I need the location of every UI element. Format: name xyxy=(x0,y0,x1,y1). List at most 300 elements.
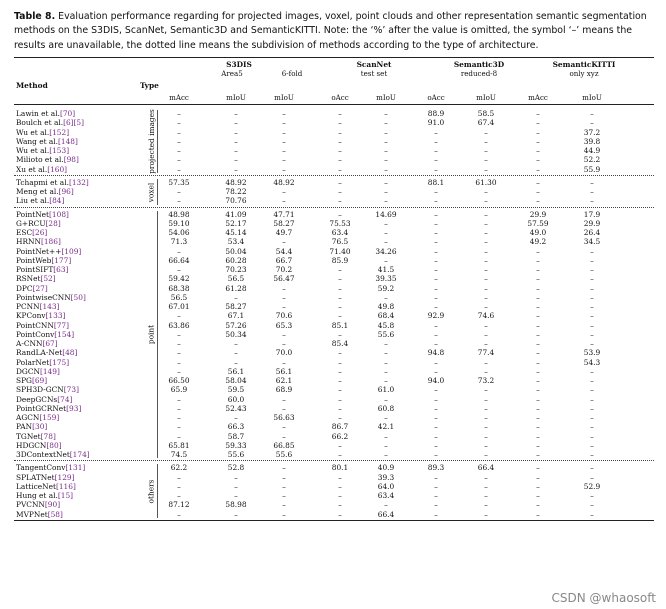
subheader-area5: Area5 xyxy=(221,69,243,78)
table-rule xyxy=(14,57,654,58)
table-cell: 14.69 xyxy=(375,209,397,219)
method-name xyxy=(16,187,74,196)
table-cell: 73.2 xyxy=(477,376,495,385)
table-cell: – xyxy=(434,164,438,174)
table-cell: 26.4 xyxy=(583,228,601,237)
method-name xyxy=(16,118,84,127)
table-cell: – xyxy=(434,440,438,450)
table-cell: 68.9 xyxy=(275,385,293,395)
table-cell: – xyxy=(590,413,594,422)
table-cell: – xyxy=(536,472,540,482)
table-cell: – xyxy=(536,403,540,413)
table-cell: 52.43 xyxy=(225,403,247,413)
table-cell: 74.5 xyxy=(170,450,188,459)
table-cell: – xyxy=(338,196,342,206)
table-cell: – xyxy=(536,320,540,330)
table-cell: – xyxy=(484,237,488,247)
table-cell: 48.92 xyxy=(273,177,295,187)
table-cell: – xyxy=(536,357,540,367)
citation-link[interactable]: [52] xyxy=(40,274,56,284)
table-cell: – xyxy=(536,450,540,459)
table-cell: 34.5 xyxy=(583,237,601,247)
table-cell: 85.4 xyxy=(331,339,349,348)
table-cell: – xyxy=(234,164,238,174)
method-label: HDGCN xyxy=(16,440,47,450)
table-cell: – xyxy=(484,292,488,302)
citation-link[interactable]: [148] xyxy=(58,136,78,146)
table-cell: – xyxy=(177,394,181,404)
table-cell: – xyxy=(338,146,342,155)
table-cell: – xyxy=(234,481,238,491)
table-cell: – xyxy=(177,413,181,422)
table-cell: – xyxy=(177,366,181,376)
citation-link[interactable]: [174] xyxy=(69,450,90,459)
citation-link[interactable]: [96] xyxy=(58,187,74,196)
citation-link[interactable]: [153] xyxy=(49,146,70,155)
citation-link[interactable]: [149] xyxy=(39,366,60,376)
table-cell: – xyxy=(536,196,540,206)
section-bracket xyxy=(157,211,158,459)
method-name xyxy=(16,265,68,274)
table-cell: – xyxy=(434,265,438,274)
citation-link[interactable]: [15] xyxy=(57,491,74,500)
table-cell: 78.22 xyxy=(225,187,247,196)
table-cell: – xyxy=(434,246,438,256)
table-cell: – xyxy=(590,177,594,187)
group-header-s3dis: S3DIS xyxy=(226,60,252,69)
method-name xyxy=(16,256,71,265)
table-cell: – xyxy=(384,218,388,228)
table-cell: – xyxy=(434,283,438,293)
table-cell: 75.53 xyxy=(329,218,351,228)
table-cell: 39.3 xyxy=(377,472,395,482)
method-label: AGCN xyxy=(16,413,40,422)
table-cell: – xyxy=(536,500,540,510)
table-cell: – xyxy=(536,422,540,432)
table-cell: – xyxy=(234,491,238,500)
citation-link[interactable]: [78] xyxy=(40,431,56,441)
table-cell: – xyxy=(536,118,540,128)
table-cell: – xyxy=(484,164,488,174)
table-cell: – xyxy=(177,136,181,146)
table-cell: – xyxy=(484,357,488,367)
table-cell: – xyxy=(384,366,388,376)
method-name xyxy=(16,500,60,509)
table-cell: 54.3 xyxy=(583,357,601,367)
table-cell: 61.28 xyxy=(225,283,247,293)
citation-link[interactable]: [131] xyxy=(65,463,86,473)
table-cell: – xyxy=(177,109,181,118)
table-cell: 66.4 xyxy=(377,509,395,519)
table-cell: 50.04 xyxy=(225,246,247,256)
table-cell: 58.04 xyxy=(225,376,247,385)
table-cell: – xyxy=(536,366,540,376)
method-name xyxy=(16,367,60,376)
table-cell: – xyxy=(338,118,342,128)
table-cell: – xyxy=(384,292,388,302)
table-cell: – xyxy=(590,431,594,441)
table-cell: – xyxy=(234,509,238,519)
table-cell: 70.0 xyxy=(275,348,293,358)
table-cell: – xyxy=(282,237,286,247)
citation-link[interactable]: [90] xyxy=(44,500,61,510)
table-cell: – xyxy=(384,146,388,155)
table-cell: 41.09 xyxy=(225,209,247,219)
table-cell: – xyxy=(484,283,488,293)
table-cell: – xyxy=(434,509,438,519)
table-cell: – xyxy=(484,339,488,348)
table-cell: – xyxy=(384,118,388,128)
citation-link[interactable]: [70] xyxy=(59,109,76,118)
table-cell: – xyxy=(590,491,594,500)
table-cell: 56.1 xyxy=(275,366,293,376)
table-cell: – xyxy=(384,348,388,358)
table-cell: – xyxy=(282,329,286,339)
table-cell: – xyxy=(282,394,286,404)
table-cell: – xyxy=(536,187,540,196)
method-label: PointNet xyxy=(16,209,50,219)
citation-link[interactable]: [26] xyxy=(32,228,48,237)
table-cell: – xyxy=(282,403,286,413)
table-cell: – xyxy=(338,413,342,422)
table-cell: – xyxy=(484,431,488,441)
table-cell: 55.6 xyxy=(227,450,245,459)
method-label: PointConv xyxy=(16,329,55,339)
citation-link[interactable]: [129] xyxy=(54,472,75,482)
table-cell: 94.0 xyxy=(427,376,445,385)
table-cell: – xyxy=(484,302,488,311)
table-cell: – xyxy=(338,376,342,385)
table-cell: – xyxy=(338,155,342,165)
table-cell: – xyxy=(434,339,438,348)
method-name xyxy=(16,196,64,205)
table-cell: 55.9 xyxy=(583,164,601,174)
table-cell: – xyxy=(282,187,286,196)
table-cell: – xyxy=(590,329,594,339)
table-cell: 66.85 xyxy=(273,440,295,450)
method-label: TGNet xyxy=(16,431,41,441)
table-cell: – xyxy=(338,209,342,219)
table-cell: – xyxy=(384,109,388,118)
table-cell: – xyxy=(484,440,488,450)
table-cell: – xyxy=(484,320,488,330)
method-name xyxy=(16,178,89,187)
citation-link[interactable]: [186] xyxy=(40,237,61,247)
method-name xyxy=(16,432,56,441)
table-cell: 53.9 xyxy=(583,348,601,358)
table-cell: – xyxy=(282,109,286,118)
table-cell: – xyxy=(536,463,540,473)
method-name xyxy=(16,510,63,519)
citation-link[interactable]: [74] xyxy=(57,394,73,404)
table-cell: 88.9 xyxy=(427,109,445,118)
citation-link[interactable]: [58] xyxy=(47,509,63,519)
section-type-label: projected images xyxy=(146,109,156,175)
table-cell: – xyxy=(384,500,388,510)
table-cell: 58.7 xyxy=(227,431,245,441)
table-cell: – xyxy=(338,385,342,395)
table-cell: 50.34 xyxy=(225,329,247,339)
table-cell: 48.92 xyxy=(225,177,247,187)
subheader-semantic3d: reduced-8 xyxy=(460,69,498,78)
method-name xyxy=(16,247,81,256)
watermark: CSDN @whaosoft xyxy=(551,591,656,605)
table-cell: – xyxy=(282,292,286,302)
table-cell: 39.35 xyxy=(375,274,397,284)
citation-link[interactable]: [154] xyxy=(54,329,75,339)
citation-link[interactable]: [30] xyxy=(32,422,48,432)
table-cell: 56.1 xyxy=(227,366,245,376)
table-cell: – xyxy=(484,255,488,265)
table-cell: 65.81 xyxy=(168,440,190,450)
table-cell: – xyxy=(434,187,438,196)
method-label: G+RCU xyxy=(16,218,46,228)
table-cell: – xyxy=(234,348,238,358)
table-cell: – xyxy=(177,187,181,196)
table-cell: – xyxy=(434,136,438,146)
table-cell: – xyxy=(338,481,342,491)
table-cell: 60.0 xyxy=(227,394,245,404)
table-cell: – xyxy=(536,440,540,450)
table-cell: – xyxy=(338,283,342,293)
table-cell: – xyxy=(282,196,286,206)
table-cell: 53.4 xyxy=(227,237,245,247)
table-cell: 66.64 xyxy=(168,255,190,265)
table-cell: – xyxy=(484,218,488,228)
method-name xyxy=(16,228,47,237)
citation-link[interactable]: [50] xyxy=(70,292,86,302)
table-cell: – xyxy=(536,481,540,491)
method-label: LatticeNet xyxy=(16,481,56,491)
method-label: KPConv xyxy=(16,311,46,321)
method-name xyxy=(16,450,90,459)
table-cell: – xyxy=(434,394,438,404)
citation-link[interactable]: [48] xyxy=(62,348,78,358)
table-cell: – xyxy=(590,376,594,385)
table-cell: 66.4 xyxy=(477,463,495,473)
citation-link[interactable]: [84] xyxy=(49,196,65,206)
table-cell: 52.9 xyxy=(583,481,601,491)
table-cell: 54.4 xyxy=(275,246,293,256)
table-cell: – xyxy=(234,472,238,482)
table-cell: – xyxy=(338,366,342,376)
table-cell: – xyxy=(234,339,238,348)
table-cell: 41.5 xyxy=(377,265,395,274)
citation-link[interactable]: [152] xyxy=(49,127,70,137)
column-header-metric: mAcc xyxy=(528,93,548,102)
table-cell: 57.59 xyxy=(527,218,549,228)
table-cell: 58.5 xyxy=(477,109,495,118)
method-label: A-CNN xyxy=(16,339,43,348)
table-cell: – xyxy=(338,348,342,358)
method-label: PVCNN xyxy=(16,500,45,510)
table-cell: – xyxy=(234,357,238,367)
table-cell: – xyxy=(177,196,181,206)
citation-link[interactable]: [143] xyxy=(39,302,60,311)
citation-link[interactable]: [175] xyxy=(49,357,70,367)
table-cell: – xyxy=(590,440,594,450)
citation-link[interactable]: [159] xyxy=(39,413,60,422)
table-cell: 63.4 xyxy=(331,228,349,237)
citation-link[interactable]: [160] xyxy=(47,164,68,174)
table-cell: – xyxy=(338,357,342,367)
method-label: PointSIFT xyxy=(16,265,54,274)
citation-link[interactable]: [28] xyxy=(45,218,61,228)
table-cell: – xyxy=(434,472,438,482)
method-label: PolarNet xyxy=(16,357,50,367)
table-cell: – xyxy=(590,187,594,196)
method-name xyxy=(16,237,61,246)
table-cell: – xyxy=(384,155,388,165)
table-cell: – xyxy=(434,413,438,422)
table-cell: 70.6 xyxy=(275,311,293,321)
citation-link[interactable]: [80] xyxy=(46,440,62,450)
table-cell: – xyxy=(484,491,488,500)
table-cell: – xyxy=(434,481,438,491)
table-cell: – xyxy=(484,196,488,206)
citation-link[interactable]: [63] xyxy=(53,265,69,274)
citation-link[interactable]: [132] xyxy=(68,177,89,187)
table-cell: 65.9 xyxy=(170,385,188,395)
table-cell: 66.7 xyxy=(275,255,293,265)
table-cell: – xyxy=(234,413,238,422)
table-cell: 58.98 xyxy=(225,500,247,510)
table-cell: 64.0 xyxy=(377,481,395,491)
table-cell: 45.8 xyxy=(377,320,395,330)
table-cell: – xyxy=(338,509,342,519)
citation-link[interactable]: [77] xyxy=(53,320,69,330)
group-header-semantickitti: SemanticKITTI xyxy=(552,60,616,69)
method-label: Boulch et al. xyxy=(16,118,64,128)
method-name xyxy=(16,491,73,500)
table-cell: – xyxy=(484,450,488,459)
citation-link[interactable]: [109] xyxy=(61,246,82,256)
table-cell: – xyxy=(434,329,438,339)
method-name xyxy=(16,422,47,431)
table-cell: – xyxy=(338,136,342,146)
section-divider xyxy=(14,207,654,208)
table-cell: – xyxy=(434,237,438,247)
table-cell: – xyxy=(338,187,342,196)
method-name xyxy=(16,137,78,146)
table-cell: 45.14 xyxy=(225,228,247,237)
citation-link[interactable]: [73] xyxy=(63,385,79,395)
table-cell: – xyxy=(536,329,540,339)
table-cell: – xyxy=(282,509,286,519)
table-cell: – xyxy=(338,177,342,187)
citation-link[interactable]: [177] xyxy=(51,255,72,265)
table-cell: – xyxy=(536,302,540,311)
table-cell: – xyxy=(434,357,438,367)
table-cell: – xyxy=(484,366,488,376)
table-cell: 49.0 xyxy=(529,228,547,237)
table-cell: – xyxy=(282,481,286,491)
citation-link[interactable]: [116] xyxy=(55,481,76,491)
section-type-label: point xyxy=(146,325,156,345)
method-label: TangentConv xyxy=(16,463,66,473)
table-cell: – xyxy=(234,292,238,302)
table-cell: 66.50 xyxy=(168,376,190,385)
table-cell: – xyxy=(590,246,594,256)
table-cell: – xyxy=(434,403,438,413)
table-cell: 44.9 xyxy=(583,146,601,155)
table-cell: 87.12 xyxy=(168,500,190,510)
table-cell: – xyxy=(338,274,342,284)
table-cell: – xyxy=(536,265,540,274)
table-cell: 56.47 xyxy=(273,274,295,284)
citation-link[interactable]: [108] xyxy=(49,209,69,219)
method-name xyxy=(16,404,81,413)
column-header-method: Method xyxy=(16,81,48,90)
table-cell: – xyxy=(177,509,181,519)
table-cell: – xyxy=(536,509,540,519)
citation-link[interactable]: [93] xyxy=(66,403,82,413)
table-cell: – xyxy=(590,422,594,432)
table-cell: – xyxy=(338,109,342,118)
table-cell: – xyxy=(338,491,342,500)
table-cell: – xyxy=(536,385,540,395)
table-cell: – xyxy=(177,491,181,500)
citation-link[interactable]: [67] xyxy=(42,339,58,348)
method-label: Wang et al. xyxy=(16,136,59,146)
method-name xyxy=(16,330,74,339)
table-cell: – xyxy=(484,500,488,510)
citation-link[interactable]: [69] xyxy=(31,376,48,385)
citation-link[interactable]: [27] xyxy=(32,283,48,293)
method-name xyxy=(16,311,65,320)
table-cell: – xyxy=(177,155,181,165)
table-cell: – xyxy=(338,500,342,510)
method-label: PointCNN xyxy=(16,320,54,330)
method-name xyxy=(16,302,59,311)
table-cell: – xyxy=(338,472,342,482)
table-cell: – xyxy=(384,357,388,367)
table-cell: – xyxy=(282,283,286,293)
method-label: 3DContextNet xyxy=(16,450,70,459)
table-cell: 40.9 xyxy=(377,463,395,473)
table-cell: – xyxy=(536,311,540,321)
method-label: RandLA-Net xyxy=(16,348,63,358)
table-cell: 88.1 xyxy=(427,177,445,187)
caption-text: Evaluation performance regarding for projected images, voxel, point clouds and other representation semantic segmentation methods on the S3DIS, ScanNet, Semantic3D and SemanticKITTI. Note: the ‘%’ after the value is omitted, the symbol ‘–’ means the results are unavailable, the dotted line means the subdivision of methods according to the type of architecture. xyxy=(14,11,647,51)
table-cell: – xyxy=(338,394,342,404)
citation-link[interactable]: [133] xyxy=(45,311,66,321)
table-cell: – xyxy=(338,164,342,174)
table-cell: – xyxy=(338,311,342,321)
table-cell: 67.1 xyxy=(227,311,245,321)
table-cell: 77.4 xyxy=(477,348,495,358)
citation-link[interactable]: [6][5] xyxy=(63,118,85,128)
table-cell: – xyxy=(536,283,540,293)
table-cell: – xyxy=(282,155,286,165)
method-name xyxy=(16,348,77,357)
table-cell: – xyxy=(384,440,388,450)
table-cell: 85.9 xyxy=(331,255,349,265)
citation-link[interactable]: [98] xyxy=(63,155,79,165)
table-cell: – xyxy=(338,329,342,339)
table-cell: 68.4 xyxy=(377,311,395,321)
method-name xyxy=(16,473,75,482)
table-cell: – xyxy=(384,376,388,385)
table-cell: – xyxy=(177,403,181,413)
method-label: PCNN xyxy=(16,302,40,311)
table-cell: – xyxy=(536,164,540,174)
table-cell: – xyxy=(434,228,438,237)
table-cell: – xyxy=(177,357,181,367)
method-name xyxy=(16,321,69,330)
table-cell: – xyxy=(177,265,181,274)
table-cell: – xyxy=(177,481,181,491)
